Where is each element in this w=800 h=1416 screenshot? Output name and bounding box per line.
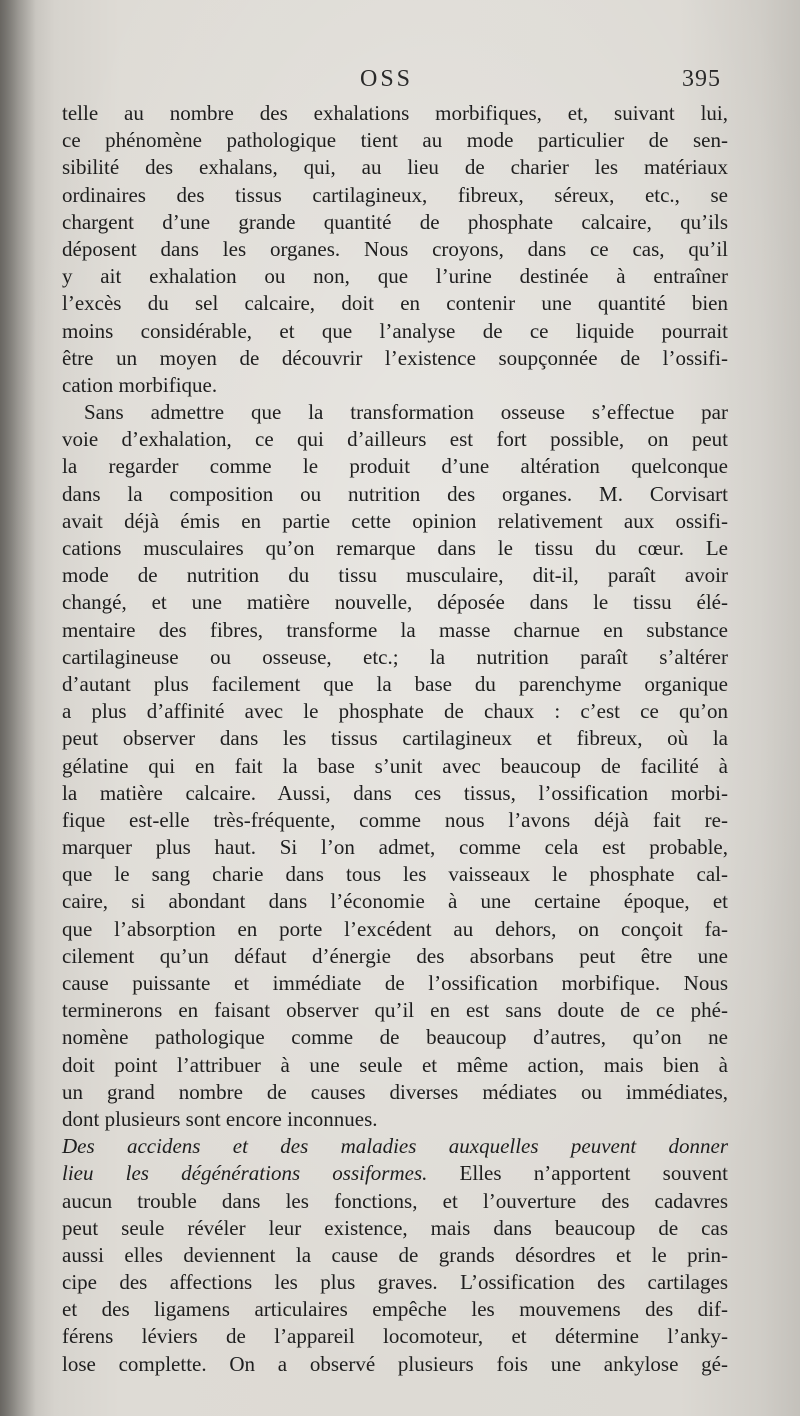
text-line: peut seule révéler leur existence, mais dans beaucoup de cas	[62, 1215, 728, 1240]
text-line: l’excès du sel calcaire, doit en contenir une quantité bien	[62, 291, 728, 316]
body-text	[62, 100, 728, 1378]
text-line: lose complette. On a observé plusieurs fois une ankylose gé-	[62, 1351, 728, 1376]
text-line: la regarder comme le produit d’une altération quelconque	[62, 454, 728, 479]
text-line: d’autant plus facilement que la base du parenchyme organique	[62, 671, 728, 696]
italic-run-heading: Des accidens et des maladies auxquelles peuvent donner	[62, 1134, 728, 1159]
text-line: chargent d’une grande quantité de phosphate calcaire, qu’ils	[62, 209, 728, 234]
text-line: marquer plus haut. Si l’on admet, comme cela est probable,	[62, 835, 728, 860]
text-line: ordinaires des tissus cartilagineux, fibreux, séreux, etc., se	[62, 182, 728, 207]
paragraph-end-line: cation morbifique.	[62, 372, 218, 397]
text-line: sibilité des exhalans, qui, au lieu de charier les matériaux	[62, 155, 728, 180]
text-line: cartilagineuse ou osseuse, etc.; la nutrition paraît s’altérer	[62, 644, 728, 669]
page-number: 395	[682, 66, 721, 92]
italic-heading-line	[62, 1133, 728, 1160]
running-head	[0, 66, 800, 98]
text-line: changé, et une matière nouvelle, déposée dans le tissu élé-	[62, 590, 728, 615]
paragraph-first-line: Sans admettre que la transformation osseuse s’effectue par	[84, 400, 728, 425]
text-line: ce phénomène pathologique tient au mode particulier de sen-	[62, 128, 728, 153]
text-line: telle au nombre des exhalations morbifiques, et, suivant lui,	[62, 101, 728, 125]
running-title: OSS	[360, 66, 414, 92]
text-line: cations musculaires qu’on remarque dans le tissu du cœur. Le	[62, 536, 728, 560]
binding-gutter-shadow	[0, 0, 36, 1416]
text-line: que l’absorption en porte l’excédent au dehors, on conçoit fa-	[62, 916, 728, 941]
text-line: cause puissante et immédiate de l’ossification morbifique. Nous	[62, 971, 728, 995]
text-line: dans la composition ou nutrition des organes. M. Corvisart	[62, 481, 728, 506]
text-line: la matière calcaire. Aussi, dans ces tissus, l’ossification morbi-	[62, 780, 728, 805]
text-line: gélatine qui en fait la base s’unit avec beaucoup de facilité à	[62, 753, 728, 778]
text-line: peut observer dans les tissus cartilagineux et fibreux, où la	[62, 726, 728, 751]
text-line: a plus d’affinité avec le phosphate de chaux : c’est ce qu’on	[62, 699, 728, 724]
heading-continuation-line	[62, 1160, 728, 1187]
text-line: cilement qu’un défaut d’énergie des absorbans peut être une	[62, 943, 728, 968]
paragraph-end-line: dont plusieurs sont encore inconnues.	[62, 1106, 378, 1131]
text-line: et des ligamens articulaires empêche les mouvemens des dif-	[62, 1297, 728, 1322]
text-line: fique est-elle très-fréquente, comme nous l’avons déjà fait re-	[62, 807, 728, 832]
roman-run: Elles n’apportent souvent	[427, 1161, 728, 1186]
text-line: nomène pathologique comme de beaucoup d’autres, qu’on ne	[62, 1025, 728, 1050]
text-line: caire, si abondant dans l’économie à une certaine époque, et	[62, 889, 728, 914]
text-line: avait déjà émis en partie cette opinion relativement aux ossifi-	[62, 508, 728, 533]
text-line: moins considérable, et que l’analyse de ce liquide pourrait	[62, 318, 728, 343]
text-line: que le sang charie dans tous les vaisseaux le phosphate cal-	[62, 862, 728, 887]
text-line: aucun trouble dans les fonctions, et l’ouverture des cadavres	[62, 1188, 728, 1213]
text-line: voie d’exhalation, ce qui d’ailleurs est fort possible, on peut	[62, 427, 728, 452]
text-line: mentaire des fibres, transforme la masse charnue en substance	[62, 617, 728, 642]
text-line: déposent dans les organes. Nous croyons, dans ce cas, qu’il	[62, 236, 728, 261]
text-line: être un moyen de découvrir l’existence soupçonnée de l’ossifi-	[62, 345, 728, 370]
text-line: mode de nutrition du tissu musculaire, dit-il, paraît avoir	[62, 563, 728, 588]
text-line: un grand nombre de causes diverses médiates ou immédiates,	[62, 1079, 728, 1104]
text-line: y ait exhalation ou non, que l’urine destinée à entraîner	[62, 264, 728, 289]
text-line: aussi elles deviennent la cause de grands désordres et le prin-	[62, 1242, 728, 1267]
italic-run-heading-end: lieu les dégénérations ossiformes.	[62, 1161, 428, 1186]
text-line: doit point l’attribuer à une seule et même action, mais bien à	[62, 1052, 728, 1077]
text-line: cipe des affections les plus graves. L’ossification des cartilages	[62, 1270, 728, 1295]
text-line: terminerons en faisant observer qu’il en est sans doute de ce phé-	[62, 998, 728, 1023]
text-line: férens léviers de l’appareil locomoteur, et détermine l’anky-	[62, 1324, 728, 1349]
